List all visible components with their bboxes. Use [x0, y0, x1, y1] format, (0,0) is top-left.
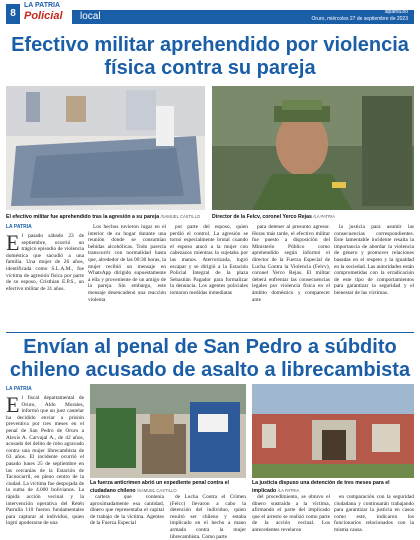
- caption-text: El efectivo militar fue aprehendido tras la agresión a su pareja: [6, 214, 160, 220]
- story-text: en comparación con la seguridad ciudadana y continuarán trabajando para garantizar la justicia en casos como este, indicaron los funcionarios relacionados con la misma causa.: [334, 494, 414, 533]
- site-name: lapatria.bo: [384, 9, 408, 15]
- brand-name: LA PATRIA: [24, 2, 61, 9]
- story2-caption-right: [252, 480, 414, 495]
- photo-credit: /SAMUEL CASTILLO: [160, 214, 201, 219]
- photo-credit: /SAMUEL CASTILLO: [137, 488, 177, 493]
- story-divider: [6, 332, 414, 333]
- story-kicker: LA PATRIA: [6, 224, 32, 230]
- header-meta: [312, 9, 408, 23]
- story-text: cartera que contenía aproximadamente esa cantidad, dinero que representaba el capital de trabajo de la víctima. Agentes de la Fuerza Especial: [90, 494, 164, 527]
- story-text: del procedimiento, se obtuvo el dinero sustraído a la víctima, afirmando el parte del implicado que el arresto se realizó como parte de la acción vecinal. Los antecedentes revelaron: [252, 494, 330, 533]
- story1-photo-director: [212, 86, 414, 210]
- story1-photo-evidence: [6, 86, 205, 210]
- story-kicker: LA PATRIA: [6, 386, 32, 392]
- section-name: Policial: [24, 10, 63, 22]
- police-photo-illustration: [90, 384, 246, 478]
- story2-column-5: [334, 494, 414, 533]
- photo-credit: /LA PATRIA: [313, 214, 336, 219]
- story2-column-2: [90, 494, 164, 526]
- story1-column-4: [252, 224, 330, 328]
- story-text: para detener al presunto agresor. Horas más tarde, el efectivo militar fue puesto a disposición del Ministerio Público como aprehendido según informó el director de la Fuerza Especial de Lucha Contra la Violencia (Felcv), coronel Yerco Rejas. El militar deberá enfrentar las consecuencias legales por violencia física en el ámbito doméstico y comparecer ante: [252, 224, 330, 303]
- story1-caption-left: [6, 213, 205, 221]
- penal-photo-illustration: [252, 384, 414, 478]
- story-text: l fiscal departamental de Oruro, Aldo Morales, informó que un juez cautelar ha decidido enviar a prisión preventiva por tres meses en el penal de San Pedro de Oruro a Alexis A. Carvajal A., de 42 años, acusado del delito de robo agravado contra una mujer librecambista de 63 años. El incidente ocurrió el pasado lunes 25 de septiembre en las cercanías de la Estación de Tacnocarril, en pleno centro de la ciudad. La víctima fue despojada de la suma de 4.000 bolivianos. La rápida acción vecinal y la intervención operativa del Retén Patrulla 110 fueron fundamentales para capturar al individuo, quien logró apoderarse de una: [6, 395, 84, 527]
- story1-column-3: [170, 224, 248, 328]
- section-bar: [72, 10, 414, 24]
- story1-column-1: [6, 224, 84, 328]
- story-text: Los hechos tuvieron lugar en el interior de su hogar durante una reunión donde se consumían bebidas alcohólicas. Todo parecía transcurrir con normalidad hasta que, alrededor de las 00:30 horas, la mujer recibió un mensaje en WhatsApp dirigido supuestamente a ella y proveniente de un amigo de la pareja. Sin embargo, este mensaje desencadenó una reacción violenta: [88, 224, 166, 303]
- story1-column-5: [334, 224, 414, 328]
- drop-cap: E: [6, 230, 20, 255]
- story2-column-1: [6, 386, 84, 527]
- caption-text: La justicia dispuso una detención de tres meses para el implicado: [252, 480, 390, 494]
- story1-title: Efectivo militar aprehendido por violencia física contra su pareja: [11, 34, 409, 79]
- page-header: [0, 0, 420, 28]
- caption-text: Director de la Felcv, coronel Yerco Rejas: [212, 214, 312, 220]
- story2-photo-evidence: [90, 384, 246, 478]
- page-number: 8: [6, 4, 20, 24]
- story2-photo-penal: [252, 384, 414, 478]
- story2-title: Envían al penal de San Pedro a súbdito chileno acusado de asalto a librecambista: [9, 336, 411, 381]
- story2-column-3: [170, 494, 246, 540]
- story-text: l pasado sábado 23 de septiembre, ocurrió un trágico episodio de violencia doméstica que sacudió a una familia. Una mujer de 26 años, identificada como S.L.A.M., fue víctima de agresión física por parte de su esposo, Cristhian E.P.S., un efectivo militar de 31 años.: [6, 233, 84, 292]
- caption-text: La fuerza anticrimen abrió un expediente penal contra el ciudadano chileno: [90, 480, 229, 494]
- blanket-photo-illustration: [6, 86, 205, 210]
- photo-credit: /LA PATRIA: [277, 488, 300, 493]
- drop-cap: E: [6, 392, 20, 417]
- officer-photo-illustration: [212, 86, 414, 210]
- story-text: por parte del esposo, quien perdió el control. La agresión se tornó especialmente brutal cuando el esposo atacó a la mujer con cabezazos mientras la sujetaba por las manos. Aterrorizada, logró escapar y se dirigió a la Estación Policial Integral de la plaza Sebastián Pagador para formalizar la denuncia. Los agentes policiales tomaron medidas inmediatas: [170, 224, 248, 296]
- story2-column-4: [252, 494, 330, 533]
- section-label: local: [80, 11, 101, 22]
- story2-caption-left: [90, 480, 246, 495]
- story1-caption-right: [212, 213, 414, 221]
- story1-column-2: [88, 224, 166, 328]
- dateline: Oruro, miércoles 27 de septiembre de 2023: [311, 16, 408, 22]
- story-text: de Lucha Contra el Crimen (Felcc) llevaron a cabo la detención del individuo, quien resultó ser chileno y estaba implicado en el hecho a mano armada contra la mujer librecambista. Como parte: [170, 494, 246, 540]
- story-text: la justicia para asumir las consecuencias correspondientes. Este lamentable incidente resalta la importancia de abordar la violencia de género y promover relaciones basadas en el respeto y la igualdad en la sociedad. Las autoridades están comprometidas con la erradicación de este tipo de comportamientos para garantizar la seguridad y el bienestar de las víctimas.: [334, 224, 414, 296]
